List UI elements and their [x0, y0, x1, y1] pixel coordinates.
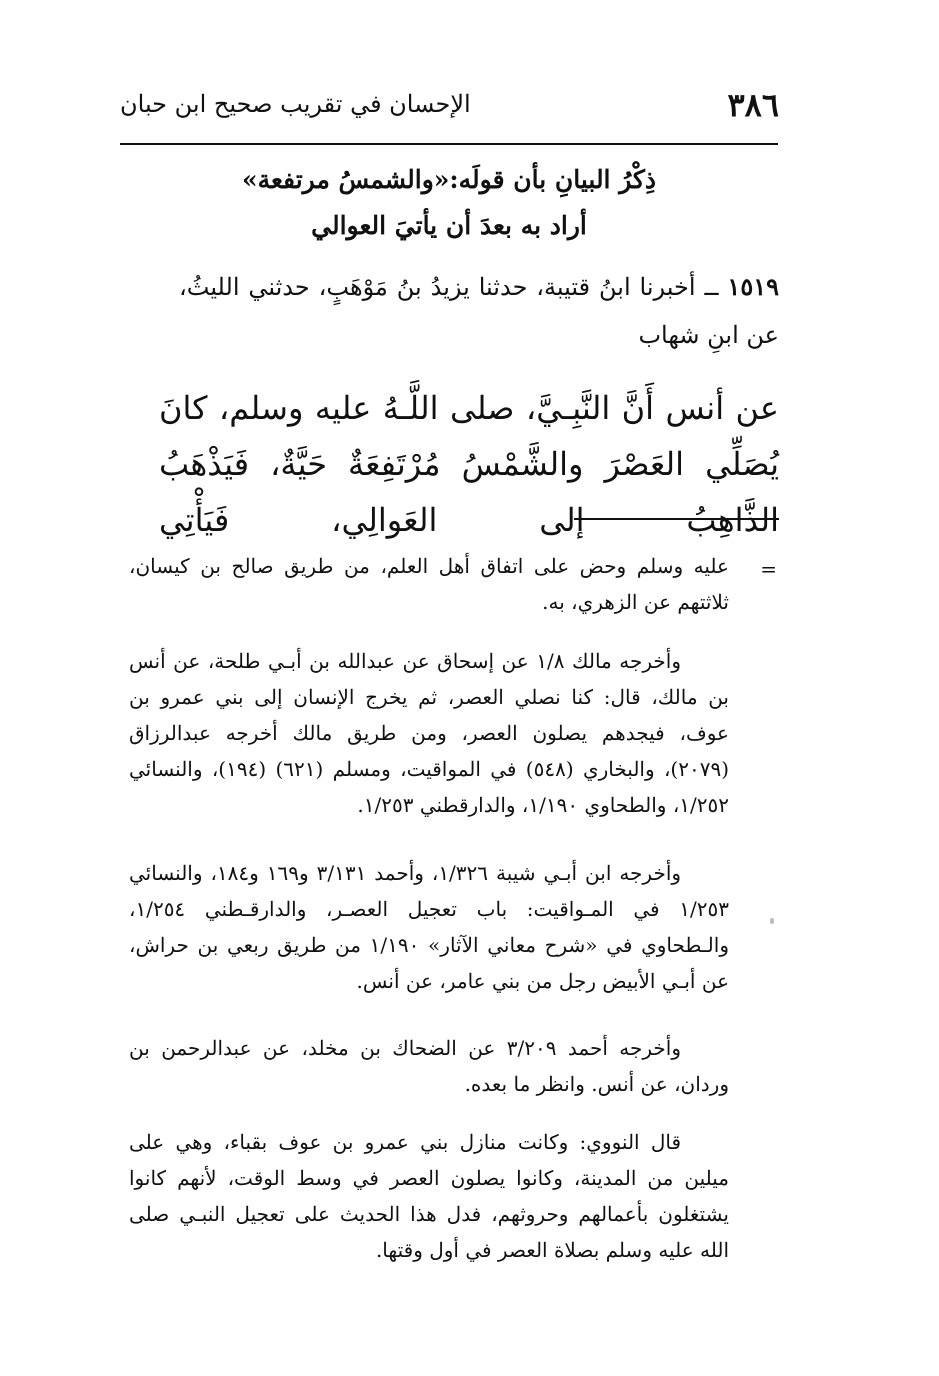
footnote-continuation-marker: =: [760, 557, 777, 581]
hadith-number: ١٥١٩: [727, 272, 779, 301]
footnote-paragraph-1: عليه وسلم وحض على اتفاق أهل العلم، من طريق صالح بن كيسان، ثلاثتهم عن الزهري، به.: [129, 554, 729, 614]
footnote-paragraph-3: وأخرجه ابن أبـي شيبة ١/٣٢٦، وأحمد ٣/١٣١ و١٦٩ و١٨٤، والنسائي ١/٢٥٣ في المـواقيت: باب تعجيل العصـر، والدارقـطني ١/٢٥٤، والـطحاوي في «شرح معاني الآثار» ١/١٩٠ من طريق ربعي بن حراش، عن أبـي الأبيض رجل من بني عامر، عن أنس.: [129, 861, 729, 993]
running-title: الإحسان في تقريب صحيح ابن حبان: [120, 90, 471, 118]
hadith-isnad: أخبرنا ابنُ قتيبة، حدثنا يزيدُ بنُ مَوْهَبٍ، حدثني الليثُ، عن ابنِ شهاب: [179, 273, 779, 349]
footnote-paragraph-5: قال النووي: وكانت منازل بني عمرو بن عوف بقباء، وهي على ميلين من المدينة، وكانوا يصلون العصر في وسط الوقت، لأنهم كانوا يشتغلون بأعمالهم وحروثهم، فدل هذا الحديث على تعجيل النبـي صلى الله عليه وسلم بصلاة العصر في أول وقتها.: [129, 1130, 729, 1262]
chapter-title-line-1: ذِكْرُ البيانِ بأن قولَه:«والشمسُ مرتفعة»: [241, 165, 657, 194]
hadith-matn: عن أنس أَنَّ النَّبِـيَّ، صلى اللَّـهُ عليه وسلم، كانَ يُصَلِّي العَصْرَ والشَّمْسُ مُرْتَفِعَةٌ حَيَّةٌ، فَيَذْهَبُ الذَّاهِبُ إلى العَوالِي، فَيَأْتِي: [159, 389, 779, 539]
chapter-title-line-2: أراد به بعدَ أن يأتيَ العوالي: [311, 211, 587, 240]
footnote-paragraph-2: وأخرجه مالك ١/٨ عن إسحاق عن عبدالله بن أبـي طلحة، عن أنس بن مالك، قال: كنا نصلي العصر، ثم يخرج الإنسان إلى بني عمرو بن عوف، فيجدهم يصلون العصر، ومن طريق مالك أخرجه عبدالرزاق (٢٠٧٩)، والبخاري (٥٤٨) في المواقيت، ومسلم (٦٢١) (١٩٤)، والنسائي ١/٢٥٢، والطحاوي ١/١٩٠، والدارقطني ١/٢٥٣.: [129, 649, 730, 817]
footnote-paragraph-4: وأخرجه أحمد ٣/٢٠٩ عن الضحاك بن مخلد، عن عبدالرحمن بن وردان، عن أنس. وانظر ما بعده.: [129, 1036, 729, 1096]
page-number: ٣٨٦: [727, 86, 779, 124]
hadith-isnad-paragraph: [179, 263, 779, 359]
margin-speck: [770, 918, 774, 924]
hadith-dash: ــ: [704, 273, 719, 301]
header-rule: [120, 143, 778, 145]
footnote-rule: [574, 518, 779, 520]
